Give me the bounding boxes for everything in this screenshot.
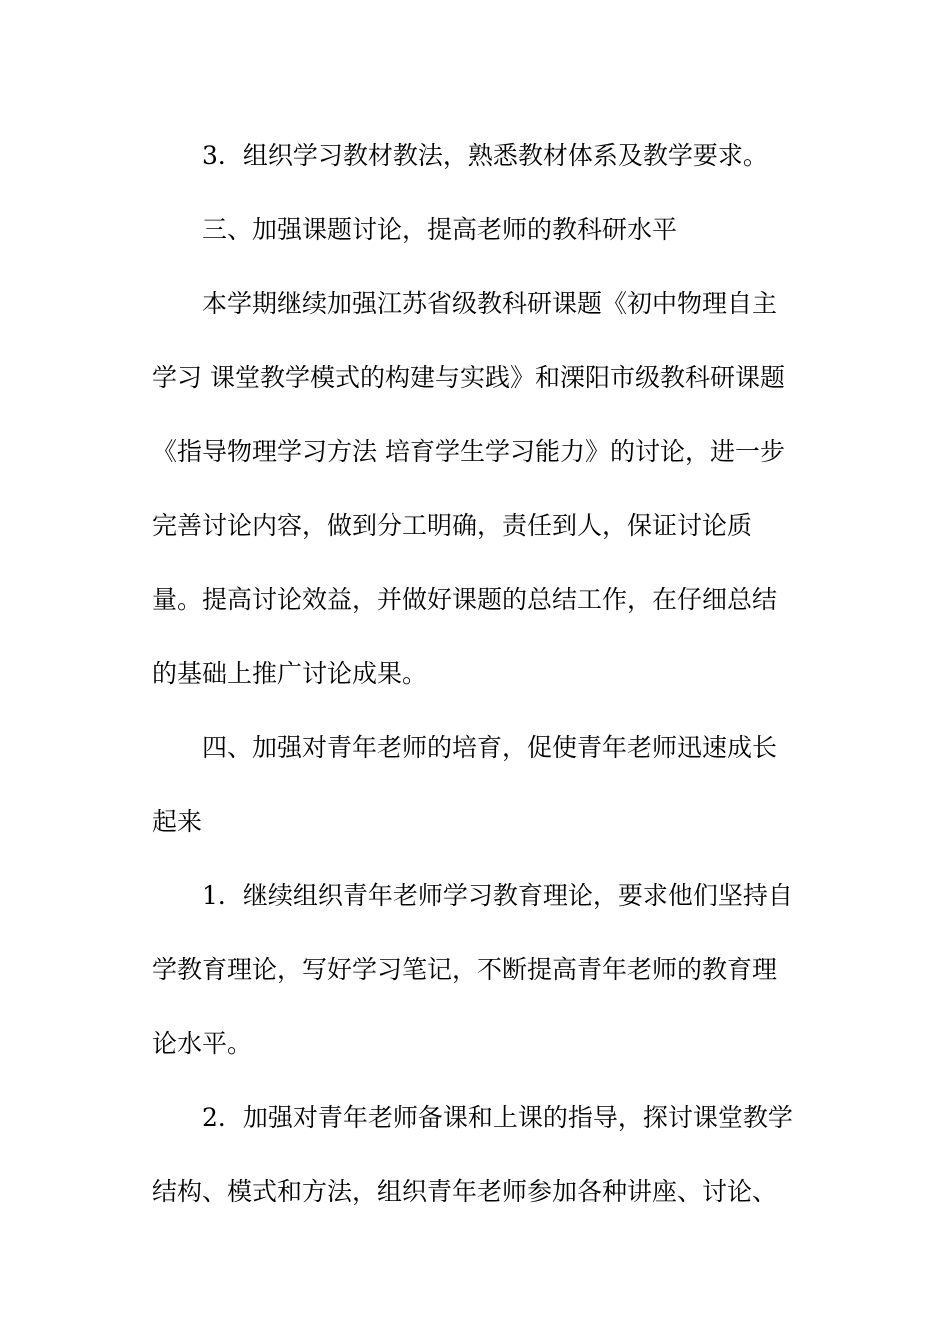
text-line: 结构、模式和方法，组织青年老师参加各种讲座、讨论、 [152, 1177, 778, 1206]
text-line: 起来 [152, 807, 203, 836]
text-line: 学教育理论，写好学习笔记，不断提高青年老师的教育理 [152, 955, 778, 984]
text-line: 2．加强对青年老师备课和上课的指导，探讨课堂教学 [202, 1103, 793, 1132]
text-line: 论水平。 [152, 1029, 253, 1058]
text-line: 量。提高讨论效益，并做好课题的总结工作，在仔细总结 [152, 585, 778, 614]
text-line: 的基础上推广讨论成果。 [152, 659, 428, 688]
section-heading: 三、加强课题讨论，提高老师的教科研水平 [202, 215, 678, 244]
text-line: 本学期继续加强江苏省级教科研课题《初中物理自主 [202, 289, 778, 318]
section-heading: 四、加强对青年老师的培育，促使青年老师迅速成长 [202, 733, 778, 762]
text-line: 1．继续组织青年老师学习教育理论，要求他们坚持自 [202, 881, 793, 910]
text-line: 学习 课堂教学模式的构建与实践》和溧阳市级教科研课题 [152, 363, 785, 392]
text-line: 3．组织学习教材教法，熟悉教材体系及教学要求。 [202, 141, 768, 170]
text-line: 《指导物理学习方法 培育学生学习能力》的讨论，进一步 [152, 437, 785, 466]
text-line: 完善讨论内容，做到分工明确，责任到人，保证讨论质 [152, 511, 753, 540]
